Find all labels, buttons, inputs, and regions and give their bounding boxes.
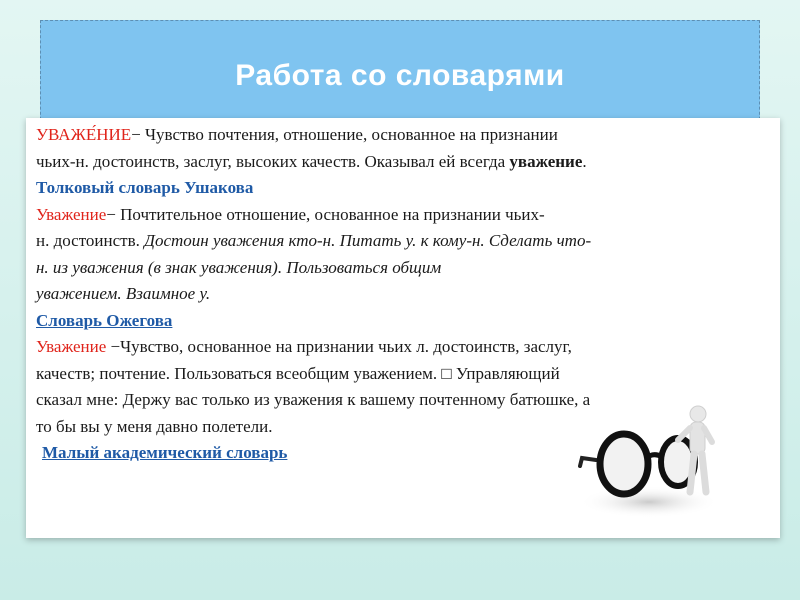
definition-text: чьих-н. достоинств, заслуг, высоких качеств. Оказывал ей всегда bbox=[36, 151, 510, 171]
definition-text: н. достоинств. bbox=[36, 231, 145, 250]
definition-text: сказал мне: Держу вас только из уважения к вашему почтенному батюшке, а bbox=[36, 390, 591, 409]
definition-text: качеств; почтение. Пользоваться всеобщим уважением. □ Управляющий bbox=[36, 363, 560, 383]
headword-ozhegov: Уважение bbox=[36, 204, 107, 224]
figure-with-glasses-icon bbox=[574, 400, 724, 530]
definition-text: −Чувство, основанное на признании чьих л. достоинств, заслуг, bbox=[106, 337, 572, 356]
entry-ozhegov-line-1 bbox=[36, 202, 770, 229]
headword-ushakov: УВАЖЕ́НИЕ bbox=[36, 125, 132, 144]
page-title: Работа со словарями bbox=[235, 59, 565, 92]
example-italic: Достоин уважения кто-н. Питать у. к кому-н. Сделать что- bbox=[144, 231, 592, 250]
definition-text: то бы вы у меня давно полетели. bbox=[36, 416, 273, 436]
definition-text: − Чувство почтения, отношение, основанное на признании bbox=[131, 125, 558, 144]
entry-ushakov-line-2 bbox=[36, 149, 770, 176]
source-ozhegov-link[interactable]: Словарь Ожегова bbox=[36, 310, 173, 330]
example-italic: уважением. Взаимное у. bbox=[36, 284, 211, 303]
example-italic: н. из уважения (в знак уважения). Пользоваться общим bbox=[36, 257, 442, 277]
source-mas-link[interactable]: Малый академический словарь bbox=[42, 443, 288, 462]
punctuation: . bbox=[582, 151, 587, 171]
source-ushakov: Толковый словарь Ушакова bbox=[36, 178, 254, 197]
dictionary-panel bbox=[26, 118, 780, 538]
example-bold: уважение bbox=[509, 151, 583, 171]
headword-mas: Уважение bbox=[36, 337, 107, 356]
definition-text: − Почтительное отношение, основанное на признании чьих- bbox=[106, 204, 545, 224]
entry-mas-line-1 bbox=[36, 334, 770, 361]
title-banner bbox=[40, 20, 760, 130]
entry-ozhegov-line-2 bbox=[36, 228, 770, 255]
entry-ushakov-line-1 bbox=[36, 122, 770, 149]
